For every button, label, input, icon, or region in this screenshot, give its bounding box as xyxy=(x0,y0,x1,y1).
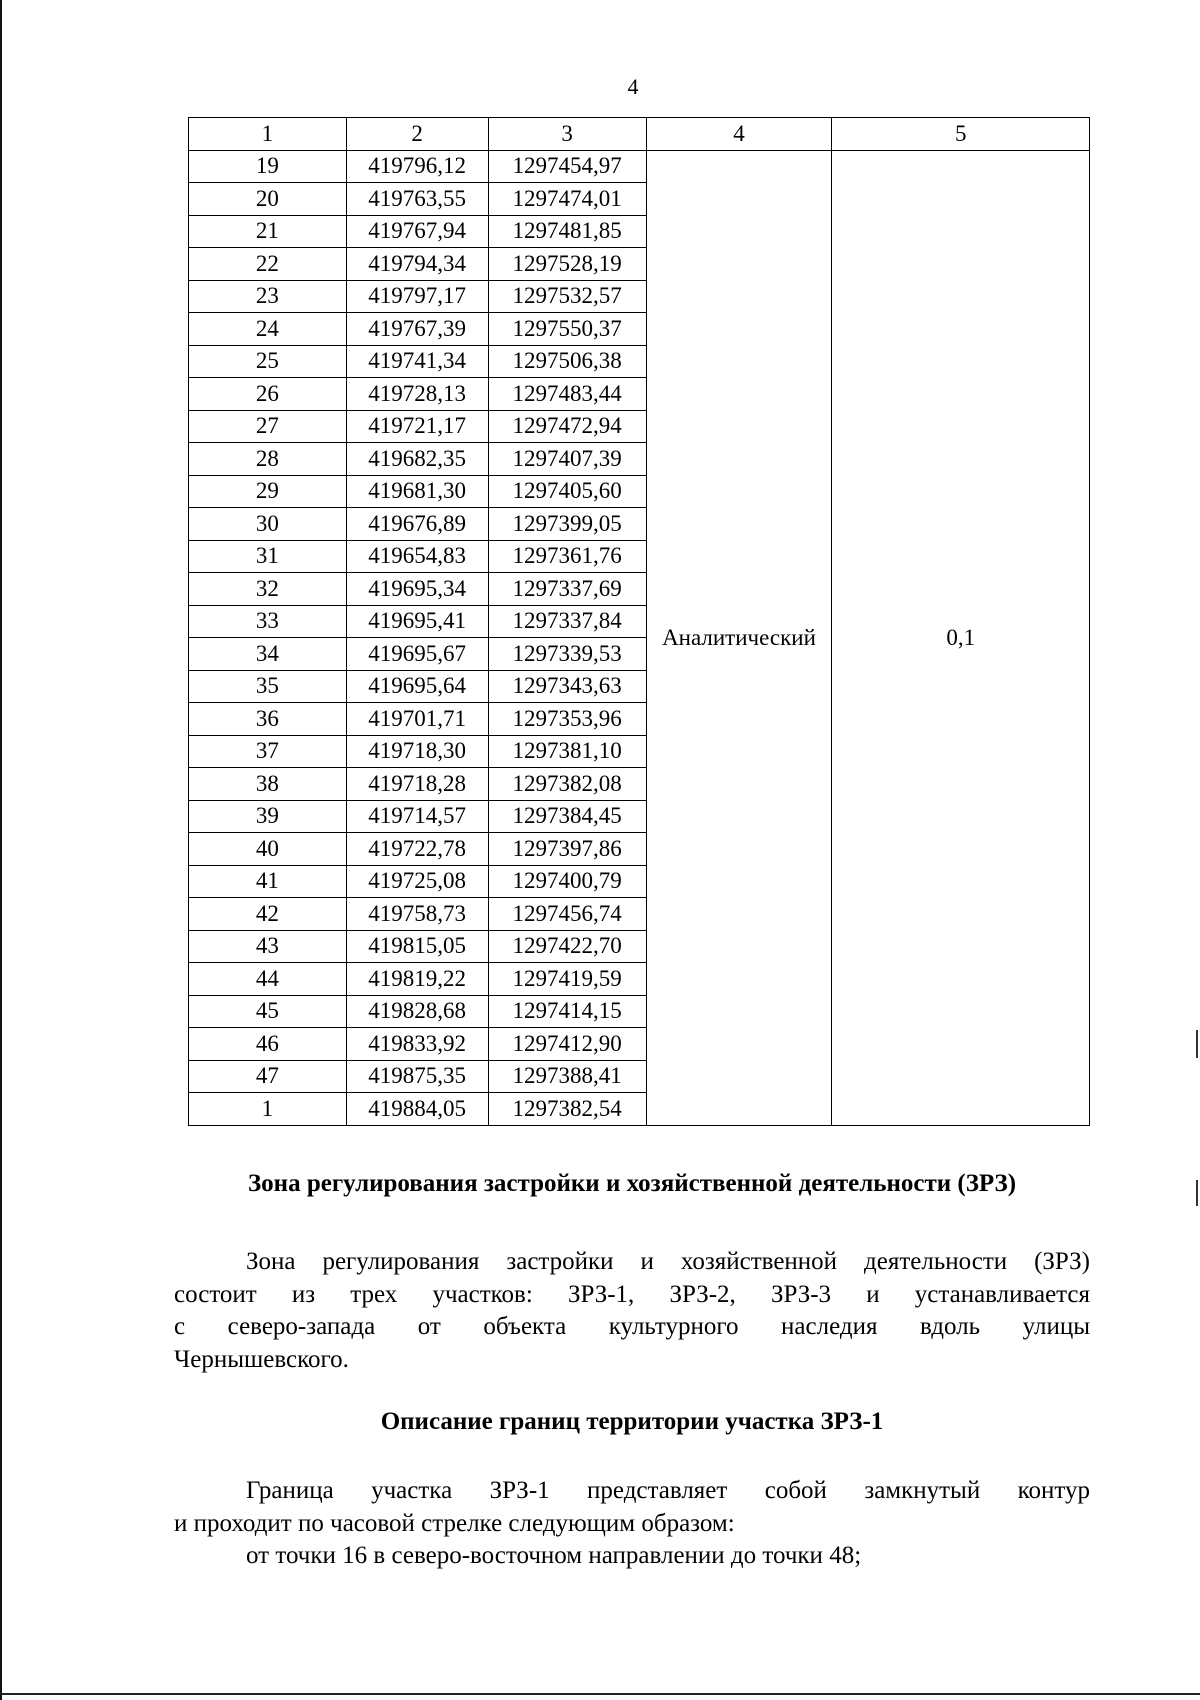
point-number-cell: 28 xyxy=(189,443,347,476)
y-coordinate-cell: 1297388,41 xyxy=(488,1060,646,1093)
x-coordinate-cell: 419828,68 xyxy=(346,995,488,1028)
y-coordinate-cell: 1297353,96 xyxy=(488,703,646,736)
point-number-cell: 22 xyxy=(189,248,347,281)
x-coordinate-cell: 419763,55 xyxy=(346,183,488,216)
paragraph-line: Чернышевского. xyxy=(174,1345,349,1373)
y-coordinate-cell: 1297384,45 xyxy=(488,800,646,833)
y-coordinate-cell: 1297550,37 xyxy=(488,313,646,346)
scan-mark-right xyxy=(1196,1030,1198,1058)
point-number-cell: 37 xyxy=(189,735,347,768)
x-coordinate-cell: 419796,12 xyxy=(346,150,488,183)
paragraph-line: Граница участка ЗРЗ-1 представляет собой замкнутый контур xyxy=(246,1477,1090,1504)
point-number-cell: 43 xyxy=(189,930,347,963)
y-coordinate-cell: 1297382,54 xyxy=(488,1093,646,1126)
point-number-cell: 40 xyxy=(189,833,347,866)
y-coordinate-cell: 1297528,19 xyxy=(488,248,646,281)
scan-edge-bottom xyxy=(0,1693,1200,1695)
x-coordinate-cell: 419794,34 xyxy=(346,248,488,281)
point-number-cell: 41 xyxy=(189,865,347,898)
x-coordinate-cell: 419797,17 xyxy=(346,280,488,313)
y-coordinate-cell: 1297399,05 xyxy=(488,508,646,541)
table-header-cell: 3 xyxy=(488,118,646,151)
y-coordinate-cell: 1297454,97 xyxy=(488,150,646,183)
table-header-cell: 1 xyxy=(189,118,347,151)
x-coordinate-cell: 419695,41 xyxy=(346,605,488,638)
y-coordinate-cell: 1297337,69 xyxy=(488,573,646,606)
point-number-cell: 31 xyxy=(189,540,347,573)
y-coordinate-cell: 1297412,90 xyxy=(488,1028,646,1061)
x-coordinate-cell: 419767,39 xyxy=(346,313,488,346)
section-heading-zrz: Зона регулирования застройки и хозяйственной деятельности (ЗРЗ) xyxy=(247,1170,1017,1197)
x-coordinate-cell: 419833,92 xyxy=(346,1028,488,1061)
x-coordinate-cell: 419682,35 xyxy=(346,443,488,476)
y-coordinate-cell: 1297481,85 xyxy=(488,215,646,248)
x-coordinate-cell: 419722,78 xyxy=(346,833,488,866)
x-coordinate-cell: 419725,08 xyxy=(346,865,488,898)
point-number-cell: 46 xyxy=(189,1028,347,1061)
y-coordinate-cell: 1297400,79 xyxy=(488,865,646,898)
point-number-cell: 1 xyxy=(189,1093,347,1126)
point-number-cell: 27 xyxy=(189,410,347,443)
scan-mark-right xyxy=(1196,1180,1198,1206)
table-body xyxy=(189,150,1090,1125)
x-coordinate-cell: 419695,67 xyxy=(346,638,488,671)
y-coordinate-cell: 1297337,84 xyxy=(488,605,646,638)
x-coordinate-cell: 419884,05 xyxy=(346,1093,488,1126)
x-coordinate-cell: 419676,89 xyxy=(346,508,488,541)
y-coordinate-cell: 1297414,15 xyxy=(488,995,646,1028)
point-number-cell: 36 xyxy=(189,703,347,736)
point-number-cell: 33 xyxy=(189,605,347,638)
x-coordinate-cell: 419701,71 xyxy=(346,703,488,736)
y-coordinate-cell: 1297405,60 xyxy=(488,475,646,508)
point-number-cell: 23 xyxy=(189,280,347,313)
point-number-cell: 34 xyxy=(189,638,347,671)
point-number-cell: 35 xyxy=(189,670,347,703)
point-number-cell: 24 xyxy=(189,313,347,346)
x-coordinate-cell: 419695,64 xyxy=(346,670,488,703)
scan-edge-left xyxy=(0,0,2,1700)
table-header-cell: 2 xyxy=(346,118,488,151)
y-coordinate-cell: 1297472,94 xyxy=(488,410,646,443)
table-row xyxy=(189,150,1090,183)
x-coordinate-cell: 419728,13 xyxy=(346,378,488,411)
y-coordinate-cell: 1297483,44 xyxy=(488,378,646,411)
y-coordinate-cell: 1297382,08 xyxy=(488,768,646,801)
accuracy-cell: 0,1 xyxy=(832,150,1090,1125)
point-number-cell: 39 xyxy=(189,800,347,833)
point-number-cell: 25 xyxy=(189,345,347,378)
y-coordinate-cell: 1297532,57 xyxy=(488,280,646,313)
x-coordinate-cell: 419718,30 xyxy=(346,735,488,768)
x-coordinate-cell: 419718,28 xyxy=(346,768,488,801)
paragraph-zrz xyxy=(174,1246,1090,1376)
point-number-cell: 47 xyxy=(189,1060,347,1093)
point-number-cell: 19 xyxy=(189,150,347,183)
y-coordinate-cell: 1297422,70 xyxy=(488,930,646,963)
x-coordinate-cell: 419695,34 xyxy=(346,573,488,606)
x-coordinate-cell: 419875,35 xyxy=(346,1060,488,1093)
section-heading-zrz1: Описание границ территории участка ЗРЗ-1 xyxy=(380,1408,884,1435)
point-number-cell: 45 xyxy=(189,995,347,1028)
y-coordinate-cell: 1297474,01 xyxy=(488,183,646,216)
paragraph-line: состоит из трех участков: ЗРЗ-1, ЗРЗ-2, ЗРЗ-3 и устанавливается xyxy=(174,1280,1090,1308)
x-coordinate-cell: 419741,34 xyxy=(346,345,488,378)
point-number-cell: 32 xyxy=(189,573,347,606)
paragraph-line: с северо-запада от объекта культурного наследия вдоль улицы xyxy=(174,1313,1090,1340)
x-coordinate-cell: 419815,05 xyxy=(346,930,488,963)
y-coordinate-cell: 1297339,53 xyxy=(488,638,646,671)
table-header-cell: 5 xyxy=(832,118,1090,151)
point-number-cell: 20 xyxy=(189,183,347,216)
paragraph-zrz1 xyxy=(174,1475,1090,1573)
method-cell: Аналитический xyxy=(646,150,832,1125)
y-coordinate-cell: 1297456,74 xyxy=(488,898,646,931)
point-number-cell: 44 xyxy=(189,963,347,996)
paragraph-line: от точки 16 в северо-восточном направлении до точки 48; xyxy=(246,1542,862,1569)
x-coordinate-cell: 419681,30 xyxy=(346,475,488,508)
table-header-cell: 4 xyxy=(646,118,832,151)
y-coordinate-cell: 1297397,86 xyxy=(488,833,646,866)
y-coordinate-cell: 1297419,59 xyxy=(488,963,646,996)
paragraph-line: Зона регулирования застройки и хозяйственной деятельности (ЗРЗ) xyxy=(246,1248,1090,1275)
point-number-cell: 42 xyxy=(189,898,347,931)
y-coordinate-cell: 1297361,76 xyxy=(488,540,646,573)
y-coordinate-cell: 1297381,10 xyxy=(488,735,646,768)
x-coordinate-cell: 419714,57 xyxy=(346,800,488,833)
paragraph-line: и проходит по часовой стрелке следующим образом: xyxy=(174,1509,735,1537)
coordinates-table xyxy=(188,117,1090,1126)
point-number-cell: 38 xyxy=(189,768,347,801)
point-number-cell: 30 xyxy=(189,508,347,541)
y-coordinate-cell: 1297407,39 xyxy=(488,443,646,476)
point-number-cell: 29 xyxy=(189,475,347,508)
point-number-cell: 26 xyxy=(189,378,347,411)
x-coordinate-cell: 419721,17 xyxy=(346,410,488,443)
x-coordinate-cell: 419767,94 xyxy=(346,215,488,248)
y-coordinate-cell: 1297506,38 xyxy=(488,345,646,378)
point-number-cell: 21 xyxy=(189,215,347,248)
table-header-row xyxy=(189,118,1090,151)
x-coordinate-cell: 419819,22 xyxy=(346,963,488,996)
y-coordinate-cell: 1297343,63 xyxy=(488,670,646,703)
page-number: 4 xyxy=(627,74,639,99)
x-coordinate-cell: 419758,73 xyxy=(346,898,488,931)
x-coordinate-cell: 419654,83 xyxy=(346,540,488,573)
